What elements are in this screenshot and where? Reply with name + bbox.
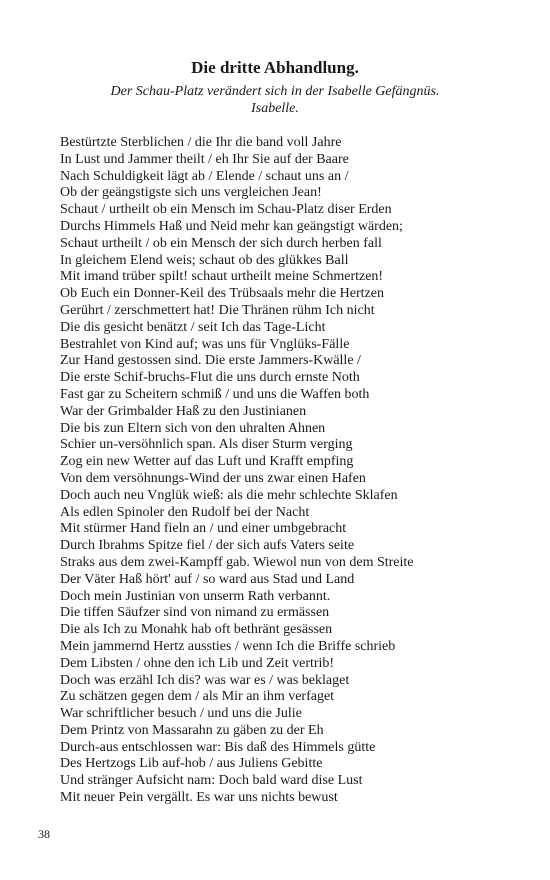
verse-line: Dem Printz von Massarahn zu gäben zu der Eh: [60, 722, 324, 738]
verse-line: Schaut urtheilt / ob ein Mensch der sich durch herben fall: [60, 235, 382, 251]
speaker-name: Isabelle.: [251, 101, 299, 116]
verse-line: Der Väter Haß hört' auf / so ward aus Stad und Land: [60, 571, 355, 587]
verse-line: Durch Ibrahms Spitze fiel / der sich aufs Vaters seite: [60, 538, 355, 554]
verse-line: Mit neuer Pein vergällt. Es war uns nichts bewust: [60, 790, 338, 806]
verse-line: Zu schätzen gegen dem / als Mir an ihm verfaget: [60, 689, 335, 705]
verse-line: Bestrahlet von Kind auf; was uns für Vnglüks-Fälle: [60, 336, 350, 352]
verse-line: Die tiffen Säufzer sind von nimand zu ermässen: [60, 605, 330, 621]
scene-direction: Der Schau-Platz verändert sich in der Isabelle Gefängnüs.: [110, 84, 440, 99]
act-title: Die dritte Abhandlung.: [191, 58, 359, 77]
verse-line: Die erste Schif-bruchs-Flut die uns durch ernste Noth: [60, 370, 360, 386]
verse-block: [60, 135, 520, 807]
verse-line: War der Grimbalder Haß zu den Justinianen: [60, 403, 307, 419]
verse-line: Nach Schuldigkeit lägt ab / Elende / schaut uns an /: [60, 168, 349, 184]
verse-line: Ob der geängstigste sich uns vergleichen Jean!: [60, 185, 322, 201]
verse-line: Schaut / urtheilt ob ein Mensch im Schau-Platz diser Erden: [60, 202, 392, 218]
verse-line: Zur Hand gestossen sind. Die erste Jammers-Kwälle /: [60, 353, 361, 369]
verse-line: Die als Ich zu Monahk hab oft bethränt gesässen: [60, 622, 333, 638]
verse-line: Durchs Himmels Haß und Neid mehr kan geängstigt wärden;: [60, 218, 403, 234]
verse-line: Durch-aus entschlossen war: Bis daß des Himmels gütte: [60, 739, 376, 755]
verse-line: In Lust und Jammer theilt / eh Ihr Sie auf der Baare: [60, 151, 349, 167]
verse-line: Die dis gesicht benätzt / seit Ich das Tage-Licht: [60, 319, 326, 335]
verse-line: Ob Euch ein Donner-Keil des Trübsaals mehr die Hertzen: [60, 286, 384, 302]
verse-line: Fast gar zu Scheitern schmiß / und uns die Waffen both: [60, 386, 370, 402]
verse-line: Dem Libsten / ohne den ich Lib und Zeit vertrib!: [60, 655, 335, 671]
verse-line: Mein jammernd Hertz aussties / wenn Ich die Briffe schrieb: [60, 638, 396, 654]
verse-line: Mit imand trüber spilt! schaut urtheilt meine Schmertzen!: [60, 269, 384, 285]
verse-line: Doch was erzähl Ich dis? was war es / was beklaget: [60, 672, 350, 688]
verse-line: Schier un-versöhnlich span. Als diser Sturm verging: [60, 437, 353, 453]
verse-line: Von dem versöhnungs-Wind der uns zwar einen Hafen: [60, 470, 366, 486]
verse-line: Die bis zun Eltern sich von den uhralten Ahnen: [60, 420, 326, 436]
verse-line: Gerührt / zerschmettert hat! Die Thränen rühm Ich nicht: [60, 302, 375, 318]
verse-line: In gleichem Elend weis; schaut ob des glükkes Ball: [60, 252, 349, 268]
verse-line: Straks aus dem zwei-Kampff gab. Wiewol nun von dem Streite: [60, 554, 414, 570]
verse-line: Doch auch neu Vnglük wieß: als die mehr schlechte Sklafen: [60, 487, 398, 503]
verse-line: Doch mein Justinian von unserm Rath verbannt.: [60, 588, 331, 604]
page-number: 38: [38, 827, 50, 841]
verse-line: Mit stürmer Hand fieln an / und einer umbgebracht: [60, 521, 347, 537]
verse-line: War schriftlicher besuch / und uns die Julie: [60, 706, 302, 722]
verse-line: Als edlen Spinoler den Rudolf bei der Nacht: [60, 504, 310, 520]
verse-line: Bestürtzte Sterblichen / die Ihr die band voll Jahre: [60, 135, 342, 150]
verse-line: Und stränger Aufsicht nam: Doch bald ward dise Lust: [60, 773, 363, 789]
verse-line: Zog ein new Wetter auf das Luft und Krafft empfing: [60, 454, 354, 470]
verse-line: Des Hertzogs Lib auf-hob / aus Juliens Gebitte: [60, 756, 323, 772]
